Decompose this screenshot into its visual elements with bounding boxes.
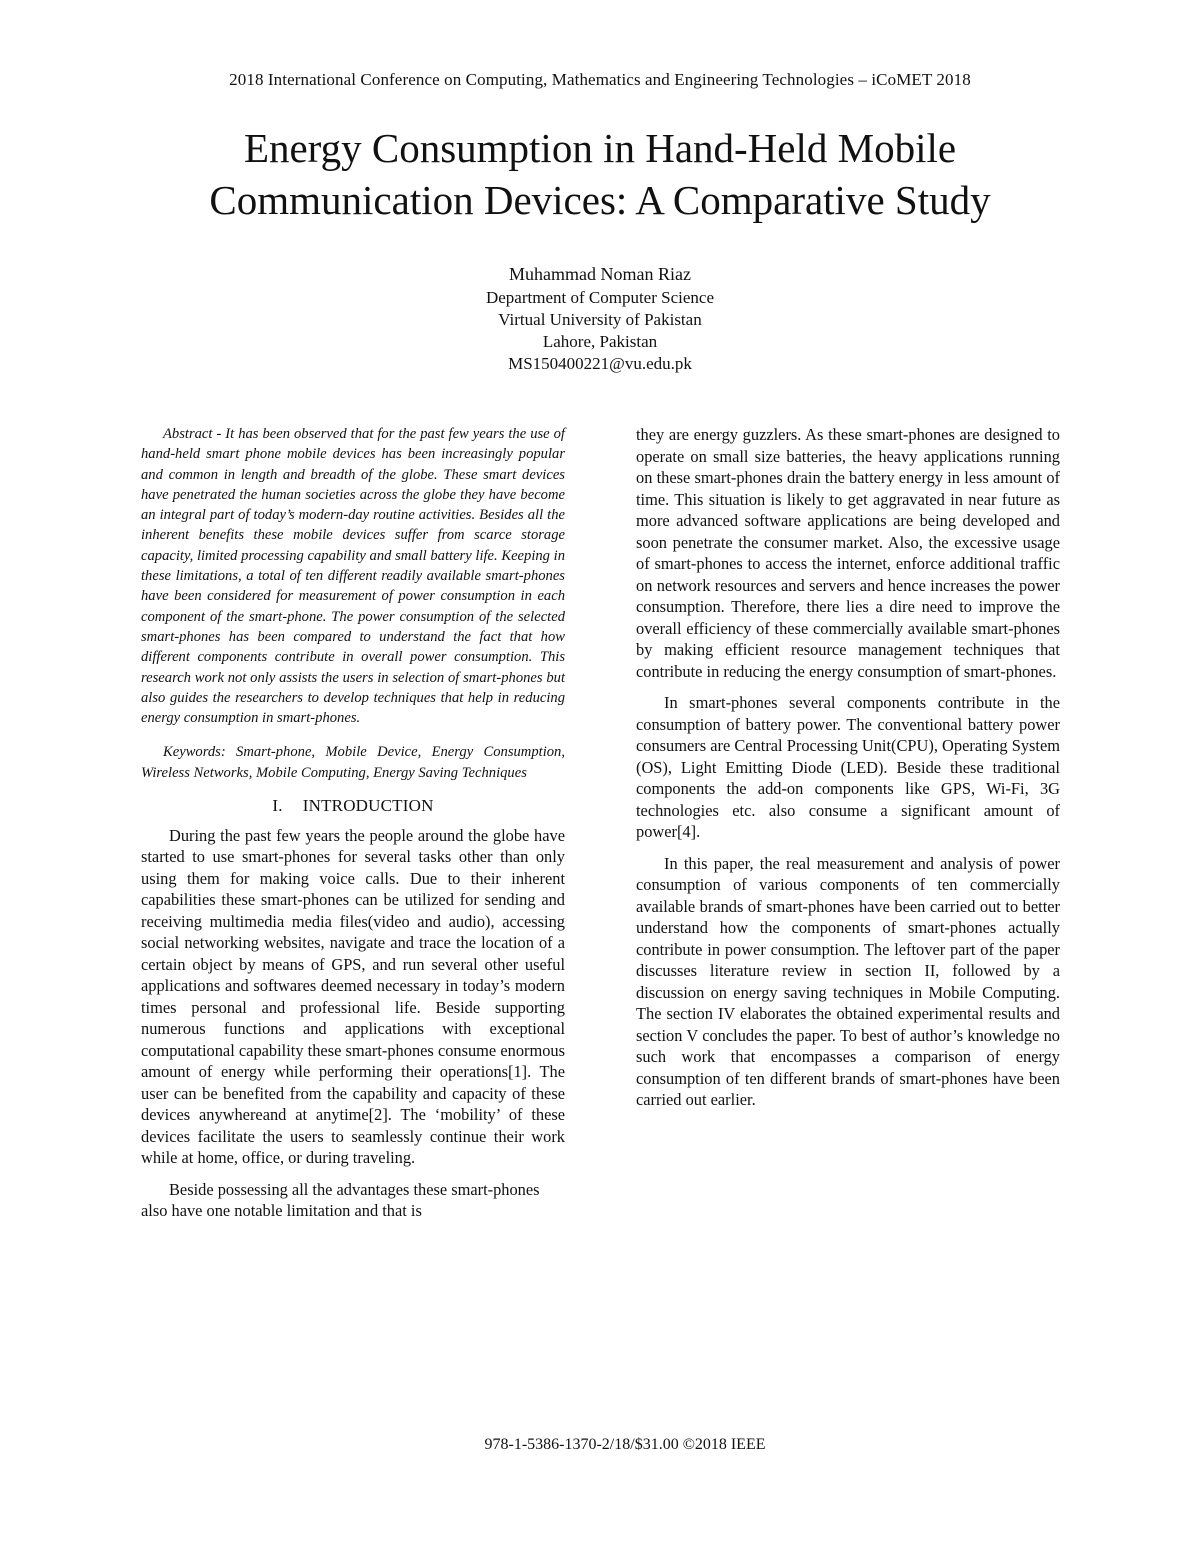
title-line-2: Communication Devices: A Comparative Study: [209, 177, 991, 223]
body-paragraph: In this paper, the real measurement and analysis of power consumption of various components of ten commercially available brands of smart-phones have been carried out to better understand how the components of smart-phones actually contribute in power consumption. The leftover part of the paper discusses literature review in section II, followed by a discussion on energy saving techniques in Mobile Computing. The section IV elaborates the obtained experimental results and section V concludes the paper. To best of author’s knowledge no such work that encompasses a comparison of energy consumption of ten different brands of smart-phones have been carried out earlier.: [636, 853, 1060, 1109]
body-paragraph: they are energy guzzlers. As these smart-phones are designed to operate on small size batteries, the heavy applications running on these smart-phones drain the battery energy in less amount of time. This situation is likely to get aggravated in near future as more advanced software applications are being developed and soon penetrate the consumer market. Also, the excessive usage of smart-phones to access the internet, enforce additional traffic on network resources and servers and hence increases the power consumption. Therefore, there lies a dire need to improve the overall efficiency of these commercially available smart-phones by making efficient resource management techniques that contribute in reducing the energy consumption of smart-phones.: [636, 425, 1060, 681]
author-email: MS150400221@vu.edu.pk: [508, 354, 692, 373]
keywords: Keywords: Smart-phone, Mobile Device, Energy Consumption, Wireless Networks, Mobile Computing, Energy Saving Techniques: [141, 744, 565, 781]
author-name: Muhammad Noman Riaz: [509, 264, 691, 284]
section-heading: [141, 795, 565, 817]
body-paragraph: Beside possessing all the advantages these smart-phones also have one notable limitation and that is: [141, 1179, 540, 1221]
author-block: [0, 262, 1200, 375]
body-paragraph: During the past few years the people around the globe have started to use smart-phones for several tasks other than only using them for making voice calls. Due to their inherent capabilities these smart-phones can be utilized for sending and receiving multimedia media files(video and audio), accessing social networking websites, navigate and trace the location of a certain object by means of GPS, and run several other useful applications and softwares deemed necessary in today’s modern times personal and professional life. Beside supporting numerous functions and applications with exceptional computational capability these smart-phones consume enormous amount of energy while performing their operations[1]. The user can be benefited from the capability and capacity of these devices anywhereand at anytime[2]. The ‘mobility’ of these devices facilitate the users to seamlessly continue their work while at home, office, or during traveling.: [141, 825, 565, 1168]
body-paragraph: In smart-phones several components contribute in the consumption of battery power. The conventional battery power consumers are Central Processing Unit(CPU), Operating System (OS), Light Emitting Diode (LED). Beside these traditional components the add-on components like GPS, Wi-Fi, 3G technologies etc. also consume a significant amount of power[4].: [636, 693, 1060, 841]
abstract: Abstract - It has been observed that for the past few years the use of hand-held smart phone mobile devices has been increasingly popular and common in length and breadth of the globe. These smart devices have penetrated the human societies across the globe they have become an integral part of today’s modern-day routine activities. Besides all the inherent benefits these mobile devices suffer from scarce storage capacity, limited processing capability and small battery life. Keeping in these limitations, a total of ten different readily available smart-phones have been considered for measurement of power consumption in each component of the smart-phone. The power consumption of the selected smart-phones has been compared to understand the fact that how different components contribute in overall power consumption. This research work not only assists the users in selection of smart-phones but also guides the researchers to develop techniques that help in reducing energy consumption in smart-phones.: [141, 426, 565, 727]
author-department: Department of Computer Science: [485, 288, 714, 307]
author-location: Lahore, Pakistan: [542, 332, 658, 351]
paper-title: [60, 122, 1140, 226]
left-column: [141, 424, 565, 1232]
author-university: Virtual University of Pakistan: [498, 310, 702, 329]
section-title: INTRODUCTION: [302, 796, 434, 816]
conference-header: 2018 International Conference on Computing, Mathematics and Engineering Technologies – iCoMET 2018: [229, 70, 971, 89]
right-column: [636, 424, 1060, 1121]
section-number: I.: [272, 796, 283, 816]
copyright-footer: 978-1-5386-1370-2/18/$31.00 ©2018 IEEE: [484, 1436, 766, 1453]
title-line-1: Energy Consumption in Hand-Held Mobile: [243, 125, 957, 171]
